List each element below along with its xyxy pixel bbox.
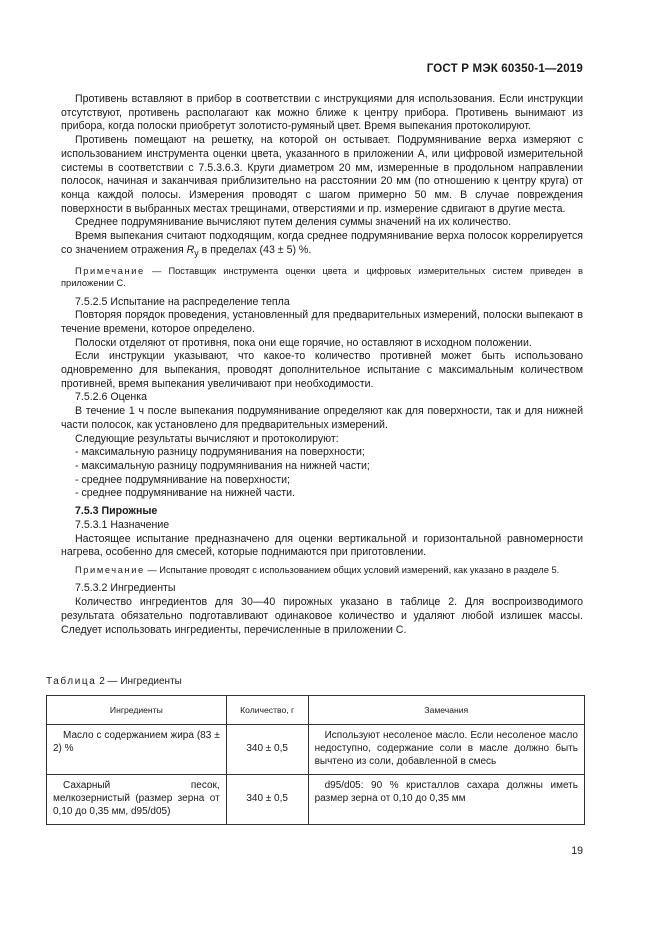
list-item: - среднее подрумянивание на поверхности; [75,473,290,486]
note-label: Примечание [75,265,145,276]
page-number: 19 [571,845,583,857]
section-heading: 7.5.3.2 Ингредиенты [75,582,176,595]
table-cell: d95/d05: 90 % кристаллов сахара должны иметь размер зерна от 0,10 до 0,35 мм [308,775,584,825]
section-heading: 7.5.2.6 Оценка [75,391,148,404]
paragraph: Противень вставляют в прибор в соответствии с инструкциями для использования. Если инструкции отсутствуют, противень располагают как можно ближе к центру прибора. Противень вынимают из прибора, когда полоски приобретут золотисто-румяный цвет. Время выпекания протоколируют. [61,93,583,133]
paragraph: Противень помещают на решетку, на которой он остывает. Подрумянивание верха измеряют с использованием инструмента оценки цвета, указанного в приложении А, или цифровой измерительной системы в соответствии с 7.5.3.6.3. Круги диаметром 20 мм, измеренные в продольном направлении полосок, начиная и заканчивая приблизительно на расстоянии 20 мм (по отношению к центру круга) от конца каждой полосы. Измерения проводят с шагом примерно 50 мм. В случае повреждения поверхности в выбранных местах трещинами, отверстиями и пр. измерение сдвигают в другие места. [61,134,583,215]
section-heading: 7.5.3.1 Назначение [75,518,170,531]
table-cell: Сахарный песок, мелкозернистый (размер зерна от 0,10 до 0,35 мм, d95/d05) [47,775,227,825]
table-cell: Масло с содержанием жира (83 ± 2) % [47,725,227,775]
document-header: ГОСТ Р МЭК 60350-1—2019 [426,63,583,75]
variable-r: R [186,243,195,256]
paragraph-correlation: Время выпекания считают подходящим, когда среднее подрумянивание верха полосок коррелируется со значением отражения $R_y$ в пределах (43 ± 5) %. [61,230,583,258]
note-label: Примечание [75,564,145,575]
paragraph: В течение 1 ч после выпекания подрумянивание определяют как для поверхности, так и для нижней части полосок, как установлено для предварительных измерений. [61,405,583,431]
table-caption: Таблица 2 — Ингредиенты [46,676,182,687]
table-row [47,725,585,775]
note: Примечание — Испытание проводят с использованием общих условий измерений, как указано в разделе 5. [75,564,560,575]
document-body [61,93,583,637]
paragraph: Количество ингредиентов для 30—40 пирожных указано в таблице 2. Для воспроизводимого результата обязательно подготавливают одинаковое количество и удаляют любой излишек массы. Следует использовать ингредиенты, перечисленные в приложении С. [61,596,583,636]
paragraph: Если инструкции указывают, что какое-то количество противней может быть использовано одновременно для выпекания, проводят дополнительное испытание с максимальным количеством противней, время выпекания увеличивают при необходимости. [61,350,583,390]
table-cell: 340 ± 0,5 [226,775,308,825]
paragraph: Настоящее испытание предназначено для оценки вертикальной и горизонтальной равномерности нагрева, особенно для смесей, которые поднимаются при приготовлении. [61,532,583,559]
paragraph: Среднее подрумянивание вычисляют путем деления суммы значений на их количество. [75,216,512,229]
paragraph: Повторяя порядок проведения, установленный для предварительных измерений, полоски выпекают в течение времени, которое определено. [61,309,583,335]
list-item: - среднее подрумянивание на нижней части. [75,487,295,500]
note: Примечание — Поставщик инструмента оценки цвета и цифровых измерительных систем приведен в приложении С. [61,265,583,289]
variable-subscript: y [194,247,199,258]
table-row [47,775,585,825]
table-header: Ингредиенты [47,696,227,725]
table-header: Количество, г [226,696,308,725]
table-cell: Используют несоленое масло. Если несоленое масло недоступно, содержание соли в масле должно быть вычтено из соли, добавленной в смесь [308,725,584,775]
section-heading: 7.5.2.5 Испытание на распределение тепла [75,295,290,308]
paragraph: Следующие результаты вычисляют и протоколируют: [75,432,339,445]
table-cell: 340 ± 0,5 [226,725,308,775]
list-item: - максимальную разницу подрумянивания на поверхности; [75,446,365,459]
paragraph: Полоски отделяют от противня, пока они еще горячие, но оставляют в исходном положении. [75,336,532,349]
section-heading: 7.5.3 Пирожные [75,505,158,518]
list-item: - максимальную разницу подрумянивания на нижней части; [75,459,370,472]
table-header: Замечания [308,696,584,725]
ingredients-table [46,695,585,825]
